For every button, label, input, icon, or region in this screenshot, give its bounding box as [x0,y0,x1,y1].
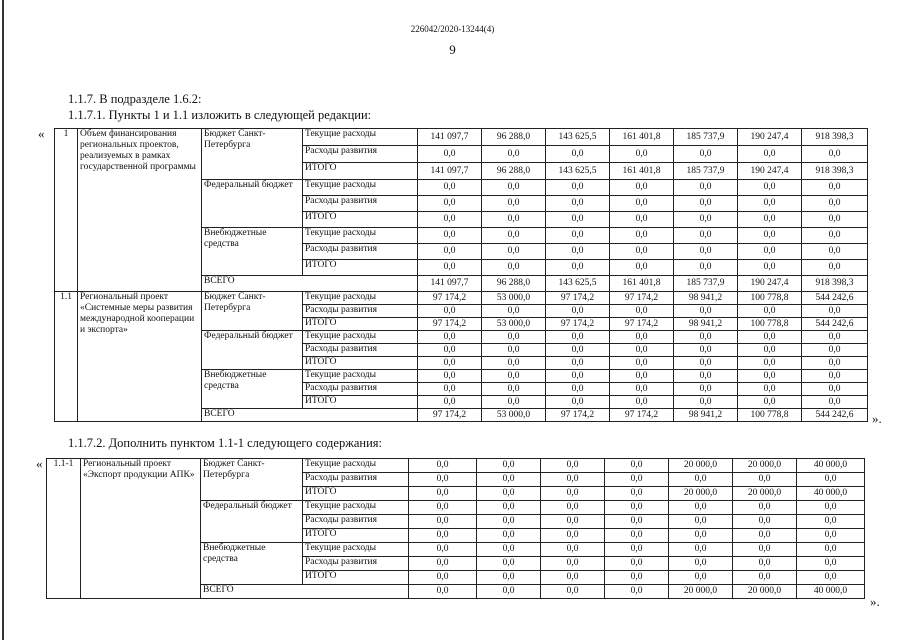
funding-source: Внебюджетные средства [202,228,303,276]
amount-cell: 544 242,6 [802,292,868,305]
amount-cell: 0,0 [797,571,865,585]
amount-cell: 0,0 [610,260,674,276]
amount-cell: 0,0 [418,357,482,370]
amount-cell: 0,0 [546,383,610,396]
amount-cell: 0,0 [409,501,477,515]
table-row [55,292,868,305]
expense-type: Расходы развития [303,473,409,487]
amount-cell: 0,0 [477,543,541,557]
expense-type: Текущие расходы [303,129,418,146]
amount-cell: 0,0 [669,515,733,529]
amount-cell: 141 097,7 [418,163,482,180]
total-amount-cell: 190 247,4 [738,276,802,292]
amount-cell: 161 401,8 [610,129,674,146]
amount-cell: 0,0 [674,305,738,318]
funding-source: Бюджет Санкт-Петербурга [202,129,303,180]
amount-cell: 0,0 [733,543,797,557]
amount-cell: 161 401,8 [610,163,674,180]
total-amount-cell: 0,0 [541,585,605,599]
amount-cell: 0,0 [418,344,482,357]
table-row [47,459,865,473]
amount-cell: 0,0 [482,331,546,344]
amount-cell: 0,0 [610,244,674,260]
amount-cell: 185 737,9 [674,163,738,180]
amount-cell: 0,0 [674,146,738,163]
paragraph-1-1-7-2: 1.1.7.2. Дополнить пунктом 1.1-1 следующего содержания: [68,436,382,450]
amount-cell: 0,0 [546,212,610,228]
amount-cell: 0,0 [802,180,868,196]
amount-cell: 98 941,2 [674,292,738,305]
amount-cell: 0,0 [674,396,738,409]
amount-cell: 0,0 [482,396,546,409]
amount-cell: 0,0 [802,146,868,163]
expense-type: Расходы развития [303,196,418,212]
amount-cell: 0,0 [477,487,541,501]
funding-source: Бюджет Санкт-Петербурга [202,292,303,331]
total-label: ВСЕГО [202,276,418,292]
total-amount-cell: 141 097,7 [418,276,482,292]
amount-cell: 0,0 [738,357,802,370]
amount-cell: 0,0 [546,331,610,344]
amount-cell: 0,0 [674,244,738,260]
total-amount-cell: 53 000,0 [482,409,546,422]
amount-cell: 0,0 [482,244,546,260]
amount-cell: 0,0 [610,357,674,370]
amount-cell: 0,0 [669,571,733,585]
expense-type: Расходы развития [303,383,418,396]
amount-cell: 0,0 [477,557,541,571]
amount-cell: 0,0 [477,529,541,543]
amount-cell: 190 247,4 [738,163,802,180]
amount-cell: 20 000,0 [733,487,797,501]
amount-cell: 0,0 [409,473,477,487]
amount-cell: 0,0 [674,344,738,357]
amount-cell: 97 174,2 [610,292,674,305]
expense-type: ИТОГО [303,571,409,585]
total-amount-cell: 96 288,0 [482,276,546,292]
open-quote-1: « [38,126,45,141]
total-amount-cell: 0,0 [409,585,477,599]
amount-cell: 0,0 [546,260,610,276]
amount-cell: 143 625,5 [546,129,610,146]
expense-type: Расходы развития [303,344,418,357]
amount-cell: 0,0 [674,196,738,212]
amount-cell: 0,0 [610,396,674,409]
total-amount-cell: 98 941,2 [674,409,738,422]
amount-cell: 0,0 [802,396,868,409]
amount-cell: 0,0 [674,228,738,244]
funding-source: Внебюджетные средства [201,543,303,585]
amount-cell: 0,0 [482,228,546,244]
amount-cell: 0,0 [610,180,674,196]
amount-cell: 0,0 [802,331,868,344]
item-name: Объем финансирования региональных проектов, реализуемых в рамках государственной программы [78,129,202,292]
amount-cell: 0,0 [674,180,738,196]
amount-cell: 0,0 [738,228,802,244]
amount-cell: 0,0 [802,383,868,396]
amount-cell: 0,0 [738,180,802,196]
amount-cell: 0,0 [482,357,546,370]
amount-cell: 0,0 [482,370,546,383]
amount-cell: 0,0 [610,331,674,344]
amount-cell: 0,0 [802,305,868,318]
amount-cell: 0,0 [418,370,482,383]
amount-cell: 0,0 [482,260,546,276]
amount-cell: 0,0 [674,260,738,276]
amount-cell: 0,0 [409,459,477,473]
amount-cell: 97 174,2 [546,292,610,305]
amount-cell: 0,0 [418,260,482,276]
amount-cell: 53 000,0 [482,318,546,331]
paragraph-1-1-7: 1.1.7. В подразделе 1.6.2: [68,92,202,106]
total-amount-cell: 100 778,8 [738,409,802,422]
item-number: 1.1 [55,292,78,422]
expense-type: Текущие расходы [303,292,418,305]
amount-cell: 0,0 [797,543,865,557]
total-amount-cell: 97 174,2 [418,409,482,422]
amount-cell: 100 778,8 [738,318,802,331]
amount-cell: 0,0 [409,529,477,543]
expense-type: Текущие расходы [303,331,418,344]
amount-cell: 0,0 [482,344,546,357]
amount-cell: 143 625,5 [546,163,610,180]
amount-cell: 0,0 [477,501,541,515]
expense-type: ИТОГО [303,487,409,501]
amount-cell: 0,0 [669,543,733,557]
amount-cell: 0,0 [802,244,868,260]
total-amount-cell: 143 625,5 [546,276,610,292]
amount-cell: 0,0 [738,370,802,383]
amount-cell: 0,0 [605,501,669,515]
amount-cell: 20 000,0 [669,487,733,501]
expense-type: ИТОГО [303,260,418,276]
amount-cell: 0,0 [418,396,482,409]
amount-cell: 0,0 [409,543,477,557]
amount-cell: 0,0 [674,383,738,396]
amount-cell: 0,0 [605,487,669,501]
amount-cell: 0,0 [738,244,802,260]
amount-cell: 100 778,8 [738,292,802,305]
amount-cell: 0,0 [477,571,541,585]
total-amount-cell: 544 242,6 [802,409,868,422]
amount-cell: 97 174,2 [418,318,482,331]
amount-cell: 141 097,7 [418,129,482,146]
amount-cell: 96 288,0 [482,129,546,146]
amount-cell: 0,0 [482,305,546,318]
amount-cell: 0,0 [541,487,605,501]
amount-cell: 0,0 [797,515,865,529]
amount-cell: 0,0 [477,515,541,529]
amount-cell: 0,0 [477,473,541,487]
funding-source: Федеральный бюджет [202,180,303,228]
amount-cell: 0,0 [610,212,674,228]
amount-cell: 0,0 [546,228,610,244]
amount-cell: 0,0 [418,196,482,212]
amount-cell: 20 000,0 [669,459,733,473]
amount-cell: 0,0 [733,571,797,585]
amount-cell: 20 000,0 [733,459,797,473]
total-amount-cell: 97 174,2 [610,409,674,422]
item-number: 1 [55,129,78,292]
paragraph-1-1-7-1: 1.1.7.1. Пункты 1 и 1.1 изложить в следующей редакции: [68,108,372,122]
expense-type: ИТОГО [303,529,409,543]
amount-cell: 0,0 [541,501,605,515]
expense-type: ИТОГО [303,163,418,180]
expense-type: Расходы развития [303,244,418,260]
amount-cell: 0,0 [418,212,482,228]
funding-source: Федеральный бюджет [201,501,303,543]
amount-cell: 0,0 [605,571,669,585]
amount-cell: 0,0 [738,212,802,228]
total-amount-cell: 20 000,0 [733,585,797,599]
amount-cell: 0,0 [546,370,610,383]
amount-cell: 0,0 [802,344,868,357]
amount-cell: 0,0 [610,344,674,357]
amount-cell: 0,0 [669,557,733,571]
amount-cell: 0,0 [610,228,674,244]
amount-cell: 0,0 [546,244,610,260]
funding-source: Федеральный бюджет [202,331,303,370]
amount-cell: 0,0 [482,196,546,212]
amount-cell: 0,0 [733,515,797,529]
close-quote-1: ». [872,411,882,426]
amount-cell: 185 737,9 [674,129,738,146]
amount-cell: 0,0 [541,459,605,473]
expense-type: Расходы развития [303,305,418,318]
expense-type: Текущие расходы [303,501,409,515]
amount-cell: 0,0 [541,557,605,571]
amount-cell: 0,0 [610,383,674,396]
expense-type: ИТОГО [303,396,418,409]
total-amount-cell: 0,0 [477,585,541,599]
amount-cell: 40 000,0 [797,459,865,473]
amount-cell: 0,0 [797,501,865,515]
amount-cell: 918 398,3 [802,129,868,146]
amount-cell: 0,0 [669,473,733,487]
amount-cell: 0,0 [418,146,482,163]
amount-cell: 0,0 [546,305,610,318]
amount-cell: 0,0 [802,357,868,370]
amount-cell: 0,0 [738,383,802,396]
expense-type: ИТОГО [303,318,418,331]
item-number: 1.1-1 [47,459,81,599]
total-amount-cell: 185 737,9 [674,276,738,292]
total-amount-cell: 40 000,0 [797,585,865,599]
total-label: ВСЕГО [201,585,409,599]
amount-cell: 0,0 [674,370,738,383]
amount-cell: 544 242,6 [802,318,868,331]
amount-cell: 0,0 [541,529,605,543]
amount-cell: 0,0 [418,305,482,318]
amount-cell: 0,0 [409,557,477,571]
amount-cell: 0,0 [605,473,669,487]
amount-cell: 0,0 [669,501,733,515]
funding-table-2 [46,458,865,599]
amount-cell: 0,0 [738,196,802,212]
amount-cell: 0,0 [418,331,482,344]
scan-edge-line [2,0,4,640]
funding-table-1 [54,128,868,422]
amount-cell: 0,0 [409,487,477,501]
amount-cell: 0,0 [669,529,733,543]
amount-cell: 0,0 [605,529,669,543]
amount-cell: 0,0 [738,344,802,357]
total-amount-cell: 20 000,0 [669,585,733,599]
expense-type: Текущие расходы [303,459,409,473]
amount-cell: 0,0 [546,396,610,409]
amount-cell: 0,0 [797,473,865,487]
expense-type: Текущие расходы [303,228,418,244]
amount-cell: 0,0 [546,344,610,357]
item-name: Региональный проект «Системные меры развития международной кооперации и экспорта» [78,292,202,422]
amount-cell: 0,0 [418,228,482,244]
total-amount-cell: 0,0 [605,585,669,599]
amount-cell: 0,0 [802,260,868,276]
amount-cell: 0,0 [674,357,738,370]
amount-cell: 0,0 [733,529,797,543]
amount-cell: 0,0 [610,196,674,212]
amount-cell: 97 174,2 [546,318,610,331]
amount-cell: 0,0 [610,370,674,383]
amount-cell: 0,0 [546,196,610,212]
amount-cell: 0,0 [797,557,865,571]
amount-cell: 0,0 [482,180,546,196]
funding-source: Бюджет Санкт-Петербурга [201,459,303,501]
amount-cell: 0,0 [738,396,802,409]
amount-cell: 0,0 [738,305,802,318]
amount-cell: 0,0 [738,331,802,344]
amount-cell: 98 941,2 [674,318,738,331]
total-label: ВСЕГО [202,409,418,422]
open-quote-2: « [36,456,43,471]
amount-cell: 0,0 [541,473,605,487]
amount-cell: 918 398,3 [802,163,868,180]
amount-cell: 0,0 [610,146,674,163]
amount-cell: 0,0 [733,473,797,487]
amount-cell: 0,0 [605,557,669,571]
amount-cell: 0,0 [418,244,482,260]
amount-cell: 0,0 [546,357,610,370]
expense-type: Текущие расходы [303,543,409,557]
amount-cell: 0,0 [546,146,610,163]
amount-cell: 0,0 [802,212,868,228]
amount-cell: 0,0 [733,501,797,515]
amount-cell: 97 174,2 [610,318,674,331]
expense-type: Текущие расходы [303,180,418,196]
item-name: Региональный проект «Экспорт продукции АПК» [81,459,201,599]
amount-cell: 0,0 [605,515,669,529]
amount-cell: 0,0 [802,370,868,383]
amount-cell: 0,0 [738,260,802,276]
amount-cell: 0,0 [541,571,605,585]
amount-cell: 53 000,0 [482,292,546,305]
total-amount-cell: 918 398,3 [802,276,868,292]
close-quote-2: ». [870,594,880,609]
amount-cell: 0,0 [409,571,477,585]
expense-type: Расходы развития [303,515,409,529]
amount-cell: 0,0 [482,383,546,396]
amount-cell: 0,0 [409,515,477,529]
amount-cell: 0,0 [546,180,610,196]
amount-cell: 0,0 [482,146,546,163]
expense-type: ИТОГО [303,212,418,228]
expense-type: Расходы развития [303,146,418,163]
amount-cell: 0,0 [418,383,482,396]
amount-cell: 0,0 [797,529,865,543]
table-row [55,129,868,146]
amount-cell: 96 288,0 [482,163,546,180]
amount-cell: 0,0 [610,305,674,318]
amount-cell: 0,0 [477,459,541,473]
expense-type: Текущие расходы [303,370,418,383]
amount-cell: 0,0 [541,515,605,529]
amount-cell: 0,0 [738,146,802,163]
amount-cell: 0,0 [541,543,605,557]
amount-cell: 190 247,4 [738,129,802,146]
amount-cell: 0,0 [605,459,669,473]
amount-cell: 0,0 [802,228,868,244]
funding-source: Внебюджетные средства [202,370,303,409]
total-amount-cell: 161 401,8 [610,276,674,292]
amount-cell: 40 000,0 [797,487,865,501]
total-amount-cell: 97 174,2 [546,409,610,422]
page-number: 9 [449,42,456,57]
amount-cell: 0,0 [482,212,546,228]
amount-cell: 97 174,2 [418,292,482,305]
document-number: 226042/2020-13244(4) [410,24,495,34]
amount-cell: 0,0 [674,212,738,228]
amount-cell: 0,0 [605,543,669,557]
expense-type: Расходы развития [303,557,409,571]
amount-cell: 0,0 [674,331,738,344]
expense-type: ИТОГО [303,357,418,370]
amount-cell: 0,0 [733,557,797,571]
amount-cell: 0,0 [418,180,482,196]
amount-cell: 0,0 [802,196,868,212]
